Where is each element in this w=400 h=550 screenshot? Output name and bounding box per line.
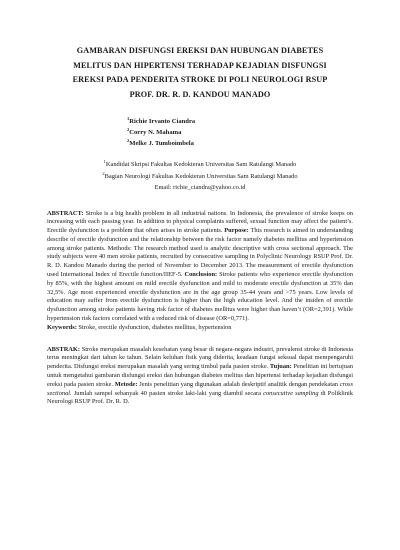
email: Email: richie_ciandra@yahoo.co.id (154, 184, 246, 191)
abstrak-body (47, 346, 353, 408)
title-line: EREKSI PADA PENDERITA STROKE DI POLI NEUROLOGI RSUP (72, 75, 328, 84)
keywords-text: Stroke, erectile dysfunction, diabetes mellitus, hypertension (76, 323, 232, 331)
affiliation (47, 159, 353, 171)
paper-title (47, 44, 353, 102)
abstrak-italic: consecutive sampling (263, 389, 319, 397)
affiliation-text: Bagian Neurologi Fakultas Kedokteran Universitas Sam Ratulangi Manado (104, 172, 298, 180)
abstract-indonesian (47, 346, 353, 408)
abstract-purpose: This research is aimed in understanding describe of erectile dysfunction and the relationship between the risk factor namely diabetes mellitus and hypertension among stroke patients. Methods: The research method used is analytic descriptive with cross sectional approach. The study subjects were 40 men stroke patients, recruited by consecutive sampling in Polyclinic Neurology RSUP Prof. Dr. R. D. Kandou Manado during the period of November to December 2013. The measurement of erectile dysfunction used International Index of Erectile function/IIEF-5. (47, 227, 354, 279)
abstrak-metode: di Poliklinik Neurologi RSUP Prof. Dr. R. D. (47, 389, 354, 406)
abstract-intro: Stroke is a big health problem in all industrial nations. In Indonesia, the prevalence of stroke keeps on increasing with each passing year. In addition to physical complaints suffered, sexual function may affect the patient’s. Erectile dysfunction is a problem that often arises in stroke patients. (47, 209, 353, 235)
author-list (127, 116, 353, 149)
abstrak-metode: Jenis penelitian yang digunakan adalah deskriptif analitik dengan pendekatan (137, 380, 340, 388)
author-name: Richie Irvanto Ciandra (129, 118, 196, 125)
author (127, 138, 353, 149)
paper-page (47, 44, 353, 407)
affiliation-text: Kandidat Skripsi Fakultas Kedokteran Universitas Sam Ratulangi Manado (105, 161, 297, 168)
metode-label: Metode: (114, 380, 138, 388)
author (127, 127, 353, 138)
keywords (47, 324, 353, 333)
author-name: Melke J. Tumboimbela (129, 140, 194, 147)
author-sup: 1 (127, 116, 130, 121)
abstrak-intro: Stroke merupakan masalah kesehatan yang besar di negara-negara industri, prevalensi stroke di Indonesia terus meningkat dari tahun ke tahun. Selain keluhan fisik yang diderita, keadaan fungsi seksual dapat mempengaruhi penderita. Disfungsi ereksi merupakan masalah yang sering timbul pada pasien stroke. (47, 345, 353, 371)
abstract-conclusion: Stroke patients who experience erectile dysfunction by 85%, with the highest amount on mild erectile dysfunction and mild to moderate erectile dysfunction at 35% dan 32,5%. Age most experienced erectile dysfunction are in the age group 35-44 years and >75 years. Low levels of education may suffer from erectile dysfunction is higher than the high education level. And the insiden of erectile dysfunction among stroke patients having risk factor of diabetes mellitus were higher than haven’t (OR=2,391). While hypertension risk factors correlated with a reduced risk of disease (OR=0,771). (47, 271, 353, 323)
title-line: PROF. DR. R. D. KANDOU MANADO (129, 89, 271, 99)
title-line: MELITUS DAN HIPERTENSI TERHADAP KEJADIAN DISFUNGSI (73, 60, 327, 70)
author (127, 116, 353, 127)
affiliation-sup: 1 (103, 159, 106, 164)
affiliation-sup: 2 (102, 170, 105, 176)
affiliation-list (47, 159, 353, 194)
author-sup: 2 (127, 138, 130, 143)
title-line: GAMBARAN DISFUNGSI EREKSI DAN HUBUNGAN DIABETES (76, 46, 324, 55)
abstract-english (47, 210, 353, 333)
author-name: Corry N. Mahama (129, 129, 182, 136)
abstract-body (47, 210, 353, 324)
author-sup: 2 (127, 127, 130, 132)
tujuan-label: Tujuan: (269, 363, 292, 371)
purpose-label: Purpose: (224, 227, 249, 235)
affiliation (47, 171, 353, 183)
abstrak-tujuan: Penelitian ini bertujuan untuk mengetahui gambaran disfungsi ereksi dan hubungan diabetes melitus dan hipertensi terhadap kejadian disfungsi ereksi pada pasien stroke. (47, 363, 353, 388)
keywords-label: Keywords: (47, 323, 77, 331)
abstrak-metode: Jumlah sampel sebanyak 40 pasien stroke laki-laki yang diambil secara (71, 389, 264, 397)
conclusion-label: Conclusion: (184, 271, 218, 279)
abstract-label: ABSTRACT: (47, 209, 84, 217)
abstrak-italic: cross sectional. (47, 380, 353, 397)
abstrak-label: ABSTRAK: (47, 345, 81, 353)
